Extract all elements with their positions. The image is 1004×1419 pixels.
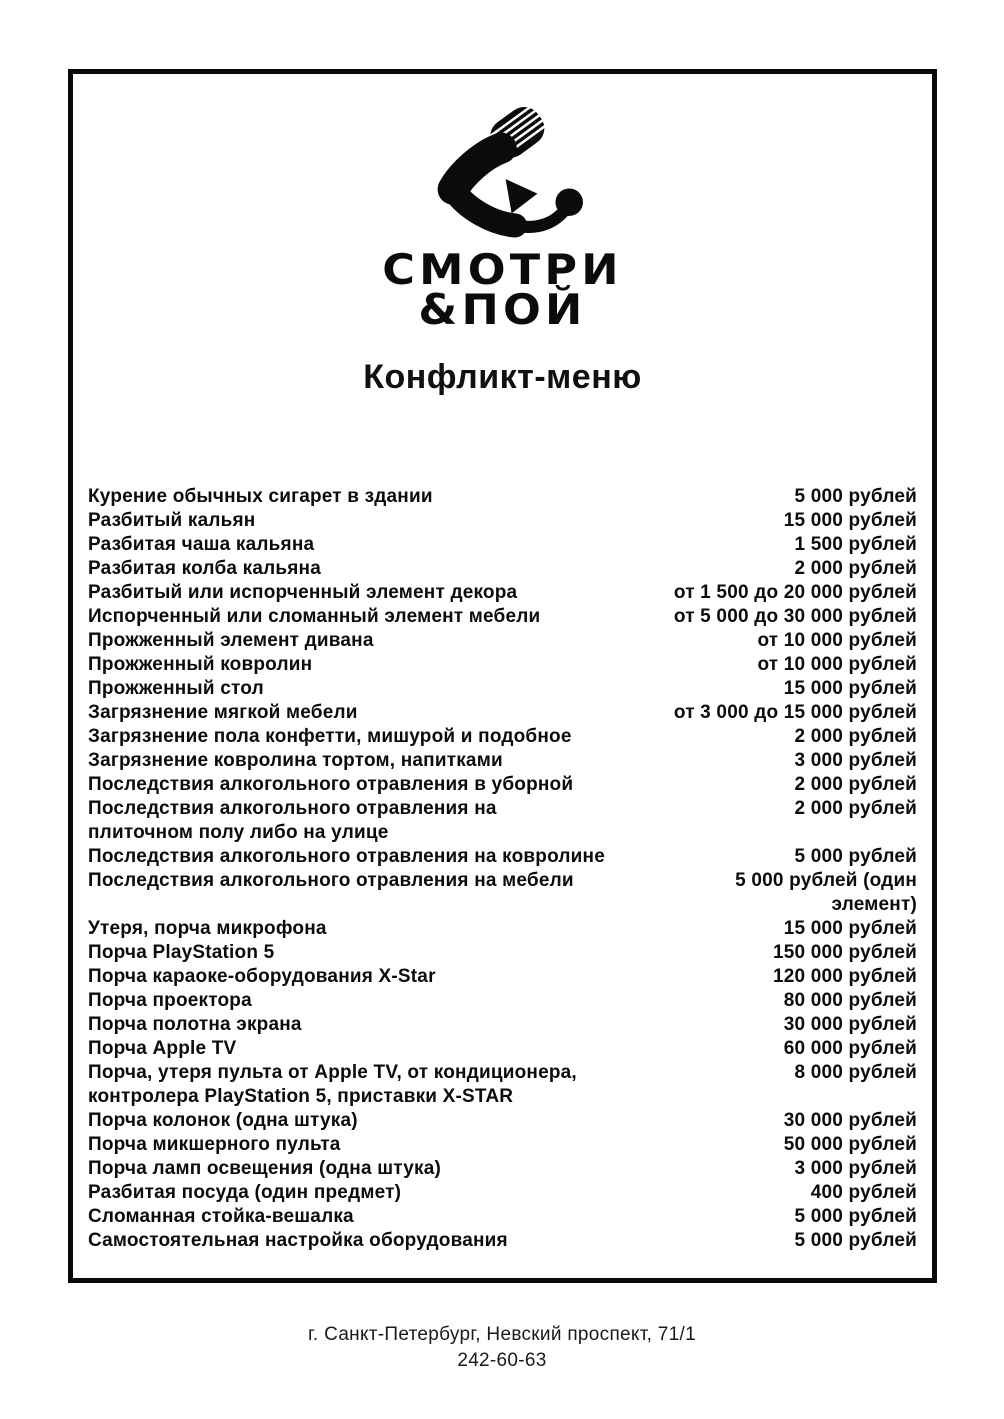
menu-item-label: Порча микшерного пульта: [88, 1134, 341, 1155]
footer-address: г. Санкт-Петербург, Невский проспект, 71/1: [308, 1324, 696, 1345]
menu-item-price: 15 000 рублей: [783, 678, 917, 699]
menu-row: [88, 1061, 917, 1109]
menu-item-label: Загрязнение пола конфетти, мишурой и подобное: [88, 726, 572, 747]
menu-row: [88, 581, 917, 605]
menu-item-price: 5 000 рублей (один элемент): [735, 870, 917, 915]
menu-row: [88, 1109, 917, 1133]
menu-item-price: 400 рублей: [810, 1182, 917, 1203]
menu-item-price: 30 000 рублей: [783, 1110, 917, 1131]
menu-item-label: Разбитая посуда (один предмет): [88, 1182, 402, 1203]
menu-item-label: Загрязнение мягкой мебели: [88, 702, 358, 723]
menu-item-price: 50 000 рублей: [783, 1134, 917, 1155]
menu-item-label: Сломанная стойка-вешалка: [88, 1206, 354, 1227]
menu-row: [88, 1013, 917, 1037]
menu-item-label: Разбитая колба кальяна: [88, 558, 321, 579]
price-list: [88, 485, 917, 1253]
menu-item-price: от 1 500 до 20 000 рублей: [673, 582, 917, 603]
menu-item-label: Порча Apple TV: [88, 1038, 237, 1059]
menu-item-label: Порча полотна экрана: [88, 1014, 302, 1035]
menu-item-price: 30 000 рублей: [783, 1014, 917, 1035]
menu-row: [88, 557, 917, 581]
menu-item-price: 2 000 рублей: [794, 774, 917, 795]
menu-item-label: Последствия алкогольного отравления на мебели: [88, 870, 574, 891]
menu-item-label: Загрязнение ковролина тортом, напитками: [88, 750, 503, 771]
menu-row: [88, 965, 917, 989]
menu-row: [88, 773, 917, 797]
menu-row: [88, 509, 917, 533]
menu-item-price: от 5 000 до 30 000 рублей: [673, 606, 917, 627]
menu-row: [88, 869, 917, 917]
footer: [0, 1322, 1004, 1374]
menu-item-price: 8 000 рублей: [794, 1062, 917, 1083]
menu-item-label: Прожженный ковролин: [88, 654, 313, 675]
menu-row: [88, 1133, 917, 1157]
menu-sheet: [68, 69, 937, 1283]
menu-item-price: 1 500 рублей: [794, 534, 917, 555]
menu-item-price: от 10 000 рублей: [757, 630, 917, 651]
menu-item-label: Порча PlayStation 5: [88, 942, 275, 963]
menu-row: [88, 749, 917, 773]
menu-item-price: 2 000 рублей: [794, 558, 917, 579]
menu-row: [88, 653, 917, 677]
menu-row: [88, 533, 917, 557]
brand-logo: [417, 100, 589, 263]
menu-item-label: Разбитый или испорченный элемент декора: [88, 582, 518, 603]
menu-item-label: Прожженный стол: [88, 678, 264, 699]
menu-item-price: 2 000 рублей: [794, 798, 917, 819]
menu-item-label: Последствия алкогольного отравления на ковролине: [88, 846, 605, 867]
brand-wordmark: [73, 245, 932, 334]
menu-item-price: 15 000 рублей: [783, 918, 917, 939]
menu-row: [88, 917, 917, 941]
menu-row: [88, 941, 917, 965]
menu-item-price: 150 000 рублей: [772, 942, 917, 963]
menu-item-label: Разбитая чаша кальяна: [88, 534, 315, 555]
menu-row: [88, 1157, 917, 1181]
menu-item-price: 60 000 рублей: [783, 1038, 917, 1059]
menu-row: [88, 701, 917, 725]
menu-row: [88, 797, 917, 845]
menu-item-price: 5 000 рублей: [794, 1230, 917, 1251]
menu-item-label: Разбитый кальян: [88, 510, 256, 531]
menu-row: [88, 677, 917, 701]
menu-row: [88, 1229, 917, 1253]
menu-row: [88, 725, 917, 749]
menu-item-price: 3 000 рублей: [794, 1158, 917, 1179]
wordmark-line-1: СМОТРИ: [382, 245, 623, 294]
menu-item-label: Порча колонок (одна штука): [88, 1110, 358, 1131]
menu-item-price: 15 000 рублей: [783, 510, 917, 531]
menu-item-price: от 10 000 рублей: [757, 654, 917, 675]
menu-item-price: от 3 000 до 15 000 рублей: [673, 702, 917, 723]
menu-item-label: Порча караоке-оборудования X-Star: [88, 966, 436, 987]
menu-item-label: Курение обычных сигарет в здании: [88, 486, 433, 507]
menu-item-price: 2 000 рублей: [794, 726, 917, 747]
footer-phone: 242-60-63: [457, 1350, 547, 1371]
menu-row: [88, 605, 917, 629]
menu-row: [88, 845, 917, 869]
page-title: Конфликт-меню: [363, 358, 642, 396]
menu-item-label: Порча проектора: [88, 990, 252, 1011]
menu-row: [88, 989, 917, 1013]
menu-item-price: 120 000 рублей: [772, 966, 917, 987]
menu-row: [88, 1037, 917, 1061]
menu-item-label: Самостоятельная настройка оборудования: [88, 1230, 508, 1251]
menu-item-price: 3 000 рублей: [794, 750, 917, 771]
menu-item-price: 5 000 рублей: [794, 1206, 917, 1227]
menu-item-price: 80 000 рублей: [783, 990, 917, 1011]
menu-item-label: Последствия алкогольного отравления на плиточном полу либо на улице: [88, 798, 497, 843]
wordmark-line-2: &ПОЙ: [418, 285, 587, 334]
menu-item-label: Прожженный элемент дивана: [88, 630, 374, 651]
menu-row: [88, 629, 917, 653]
menu-item-label: Утеря, порча микрофона: [88, 918, 327, 939]
microphone-logo-icon: [417, 100, 589, 258]
menu-row: [88, 1205, 917, 1229]
menu-item-label: Последствия алкогольного отравления в уборной: [88, 774, 574, 795]
menu-item-label: Порча ламп освещения (одна штука): [88, 1158, 442, 1179]
menu-row: [88, 1181, 917, 1205]
menu-item-price: 5 000 рублей: [794, 846, 917, 867]
menu-item-label: Испорченный или сломанный элемент мебели: [88, 606, 541, 627]
menu-row: [88, 485, 917, 509]
menu-item-label: Порча, утеря пульта от Apple TV, от кондиционера, контролера PlayStation 5, приставки X-STAR: [88, 1062, 577, 1107]
menu-item-price: 5 000 рублей: [794, 486, 917, 507]
